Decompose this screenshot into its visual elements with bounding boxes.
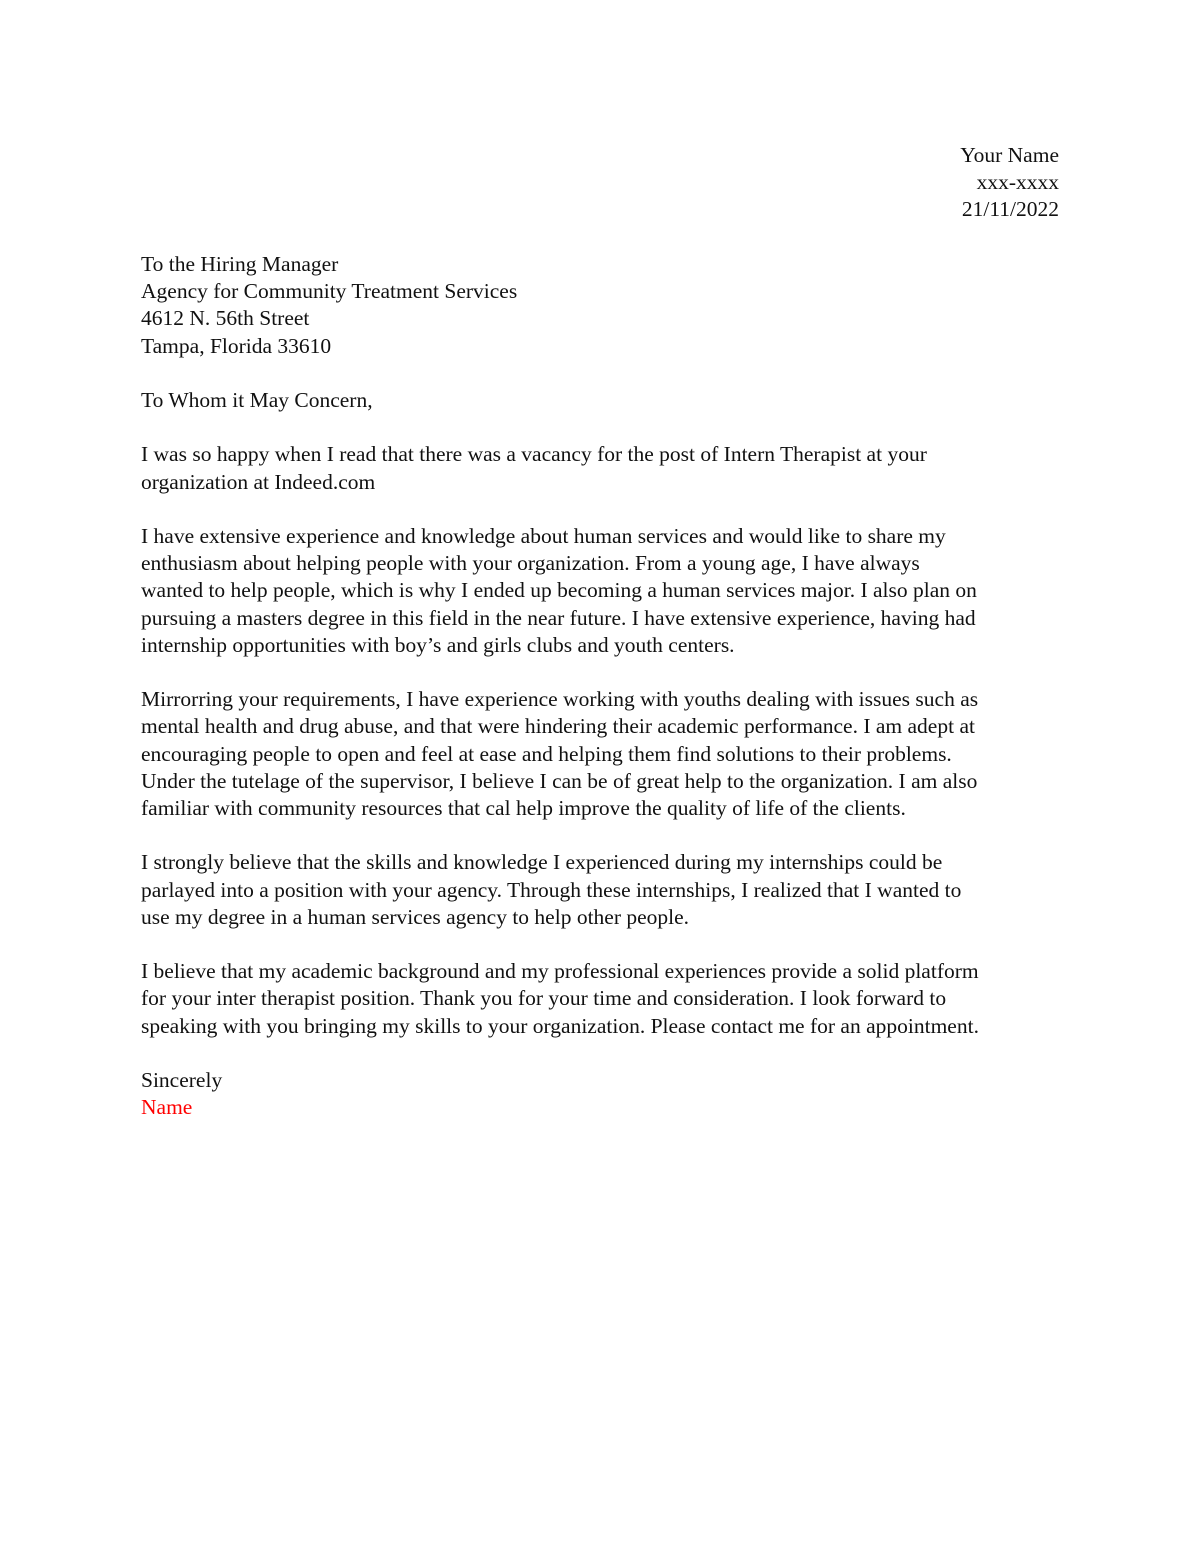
paragraph bbox=[141, 523, 1063, 659]
paragraph-line: I strongly believe that the skills and knowledge I experienced during my internships could be bbox=[141, 850, 943, 875]
paragraph-line: Under the tutelage of the supervisor, I believe I can be of great help to the organization. I am also bbox=[141, 768, 978, 793]
recipient-block bbox=[141, 251, 1063, 360]
closing-text: Sincerely bbox=[141, 1067, 223, 1092]
paragraph-line: speaking with you bringing my skills to your organization. Please contact me for an appointment. bbox=[141, 1013, 979, 1038]
paragraph-line: I have extensive experience and knowledge about human services and would like to share my bbox=[141, 523, 946, 548]
letter-date: 21/11/2022 bbox=[961, 197, 1059, 222]
paragraph-line: pursuing a masters degree in this field in the near future. I have extensive experience, having had bbox=[141, 605, 976, 630]
paragraph bbox=[141, 441, 1063, 495]
closing-block bbox=[141, 1067, 1063, 1121]
paragraph-line: internship opportunities with boy’s and girls clubs and youth centers. bbox=[141, 632, 735, 657]
paragraph bbox=[141, 849, 1063, 931]
paragraph-line: encouraging people to open and feel at ease and helping them find solutions to their problems. bbox=[141, 741, 952, 766]
salutation-text: To Whom it May Concern, bbox=[141, 388, 373, 412]
signature-name: Name bbox=[141, 1095, 193, 1120]
paragraph-line: Mirrorring your requirements, I have experience working with youths dealing with issues such as bbox=[141, 687, 979, 712]
salutation bbox=[141, 387, 1063, 414]
paragraph-line: organization at Indeed.com bbox=[141, 469, 376, 494]
sender-name: Your Name bbox=[960, 143, 1059, 167]
letter-body bbox=[141, 251, 1063, 1149]
paragraph bbox=[141, 686, 1063, 822]
paragraph-line: I was so happy when I read that there was a vacancy for the post of Intern Therapist at your bbox=[141, 442, 927, 467]
paragraph-line: mental health and drug abuse, and that were hindering their academic performance. I am adept at bbox=[141, 714, 975, 739]
recipient-line: Agency for Community Treatment Services bbox=[141, 279, 518, 304]
recipient-line: 4612 N. 56th Street bbox=[141, 306, 310, 331]
sender-phone: xxx-xxxx bbox=[976, 170, 1059, 195]
recipient-line: To the Hiring Manager bbox=[141, 252, 339, 276]
paragraph-line: parlayed into a position with your agency. Through these internships, I realized that I wanted to bbox=[141, 877, 962, 902]
recipient-line: Tampa, Florida 33610 bbox=[141, 333, 332, 358]
paragraph-line: I believe that my academic background and my professional experiences provide a solid platform bbox=[141, 959, 979, 984]
sender-block bbox=[960, 142, 1059, 224]
paragraph-line: familiar with community resources that cal help improve the quality of life of the clients. bbox=[141, 796, 906, 820]
paragraph-line: for your inter therapist position. Thank you for your time and consideration. I look forward to bbox=[141, 986, 947, 1011]
paragraph-line: enthusiasm about helping people with your organization. From a young age, I have always bbox=[141, 551, 920, 576]
paragraph-line: use my degree in a human services agency to help other people. bbox=[141, 904, 690, 929]
paragraph bbox=[141, 958, 1063, 1040]
paragraph-line: wanted to help people, which is why I ended up becoming a human services major. I also plan on bbox=[141, 578, 977, 603]
